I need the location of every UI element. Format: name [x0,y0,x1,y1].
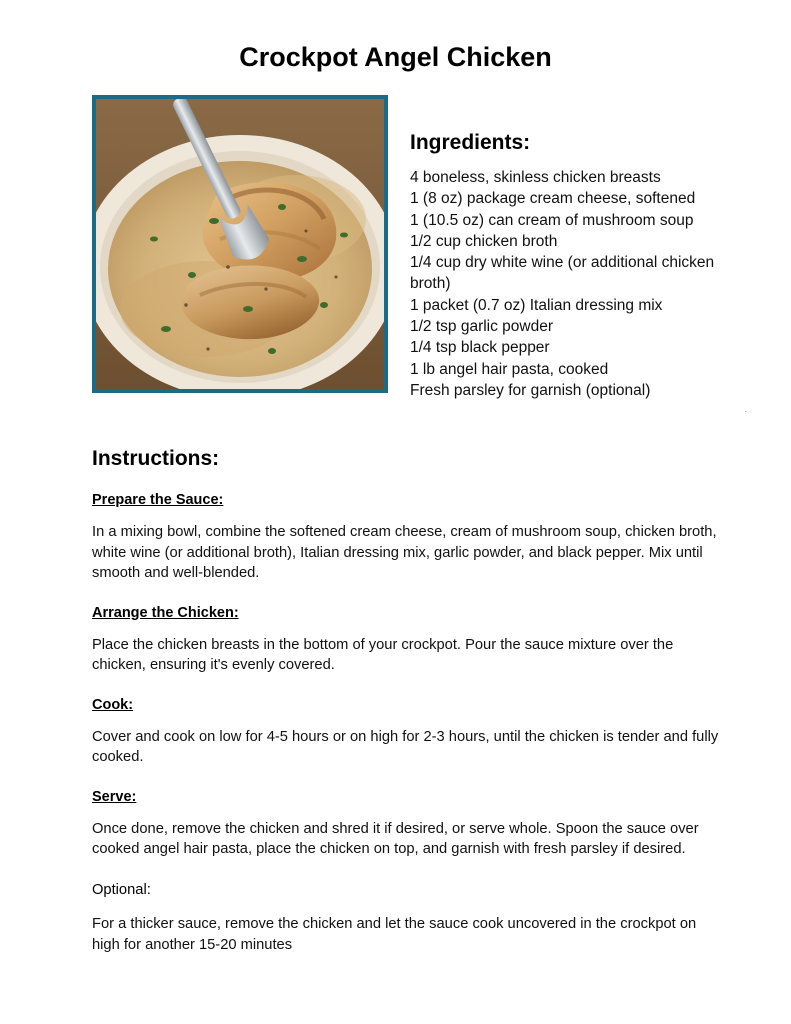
list-item: 1 (8 oz) package cream cheese, softened [410,190,696,208]
chicken-dish-photo [92,95,388,393]
list-item: 1 (10.5 oz) can cream of mushroom soup [410,211,694,229]
instructions-heading: Instructions: [92,447,220,471]
list-item: 1 lb angel hair pasta, cooked [410,360,609,378]
page-title: Crockpot Angel Chicken [239,42,552,72]
optional-label: Optional: [92,881,151,898]
step-title: Arrange the Chicken: [92,604,239,621]
list-item: 1/2 tsp garlic powder [410,318,554,336]
ingredients-section [410,95,746,401]
list-item: 1/4 cup dry white wine (or additional chicken broth) [410,254,715,293]
photo-image [96,99,384,389]
instruction-step [92,696,723,768]
step-title: Cook: [92,696,134,713]
list-item: 1/4 tsp black pepper [410,339,550,357]
list-item: 1 packet (0.7 oz) Italian dressing mix [410,296,663,314]
step-body: Once done, remove the chicken and shred it if desired, or serve whole. Spoon the sauce over cooked angel hair pasta, place the chicken on top, and garnish with fresh parsley if desired. [92,820,699,858]
instruction-step [92,604,723,676]
instruction-step [92,491,723,584]
recipe-header-block [0,95,791,401]
step-body: Cover and cook on low for 4-5 hours or on high for 2-3 hours, until the chicken is tender and fully cooked. [92,728,719,766]
step-body: Place the chicken breasts in the bottom of your crockpot. Pour the sauce mixture over the chicken, ensuring it's evenly covered. [92,636,674,674]
ingredients-heading: Ingredients: [410,131,531,154]
instructions-section [0,447,791,955]
optional-body: For a thicker sauce, remove the chicken and let the sauce cook uncovered in the crockpot on high for another 15-20 minutes [92,916,697,953]
step-title: Serve: [92,788,137,805]
ingredients-list [410,167,746,401]
page-artifact-mark: . [744,404,747,414]
list-item: 4 boneless, skinless chicken breasts [410,169,661,186]
step-body: In a mixing bowl, combine the softened cream cheese, cream of mushroom soup, chicken broth, white wine (or additional broth), Italian dressing mix, garlic powder, and black pepper. Mix until smooth and well-blended. [92,524,717,582]
step-title: Prepare the Sauce: [92,492,224,509]
instruction-step [92,788,723,860]
list-item: Fresh parsley for garnish (optional) [410,381,651,399]
list-item: 1/2 cup chicken broth [410,232,558,250]
